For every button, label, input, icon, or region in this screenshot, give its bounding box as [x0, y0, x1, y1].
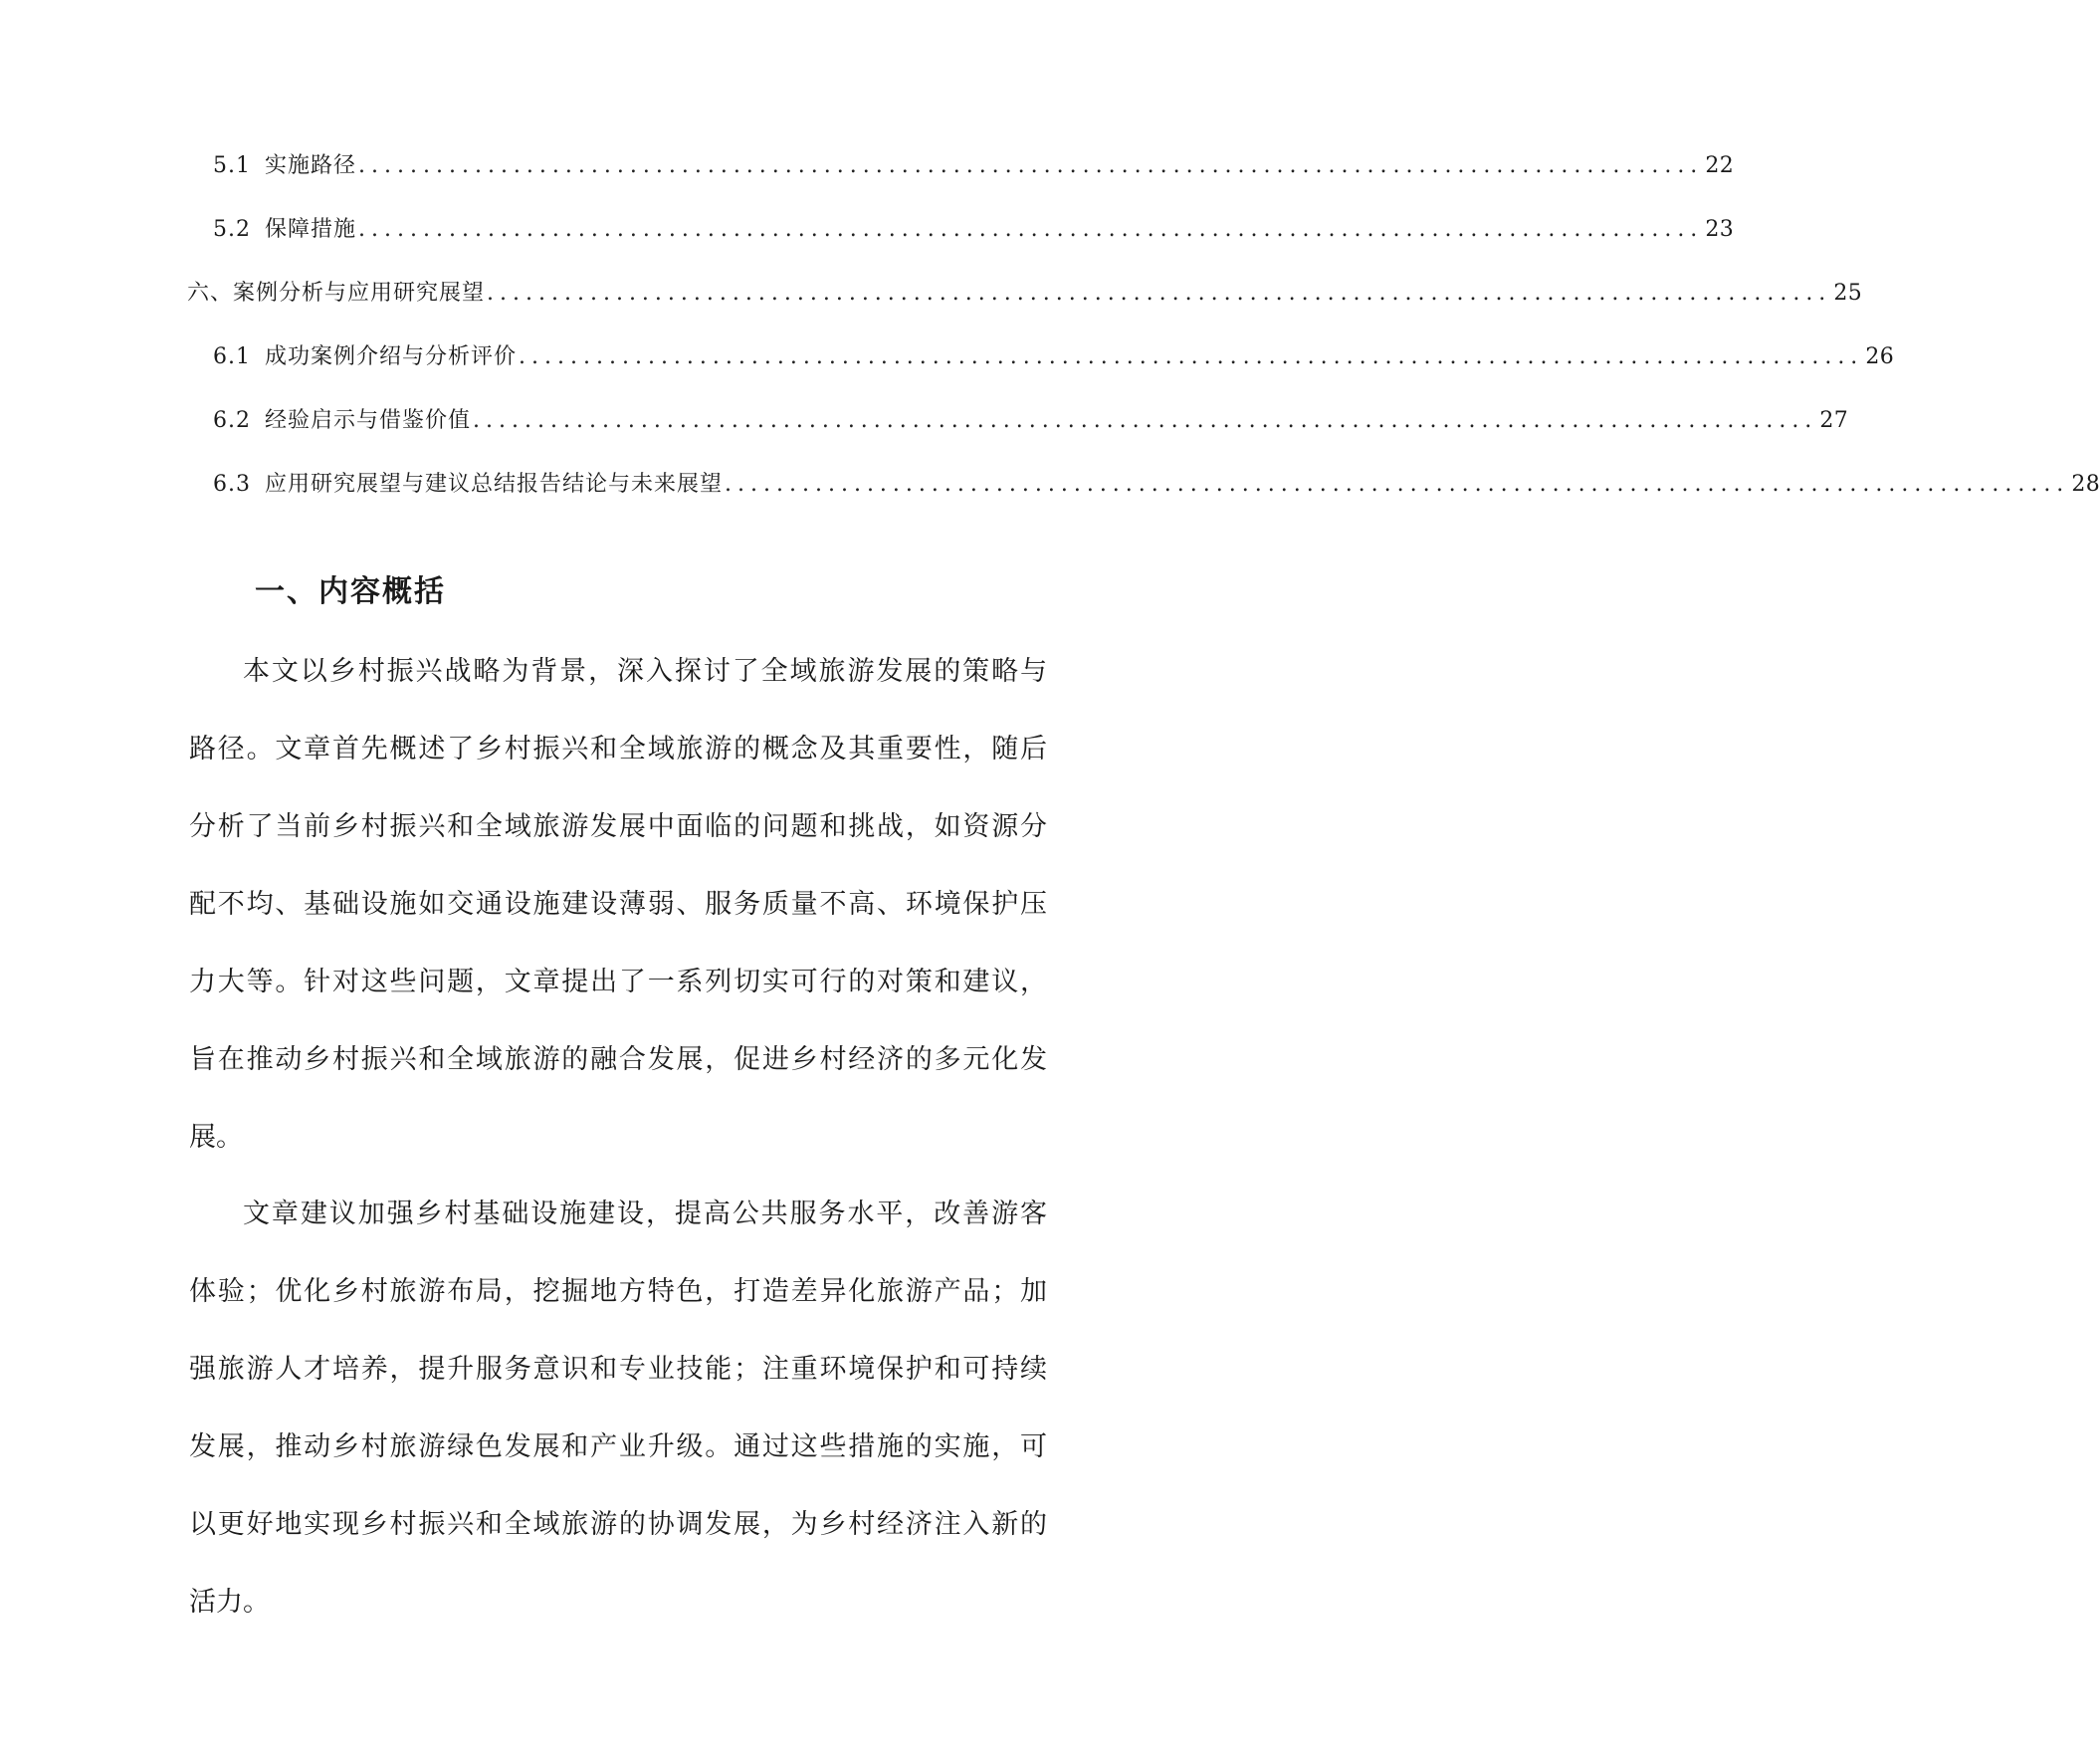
toc-entry-6-1[interactable]	[213, 337, 1895, 377]
toc-dot-leader: ........................................................................................................	[358, 217, 1704, 242]
paragraph-line: 活力。	[189, 1587, 270, 1618]
toc-entry-title: 六、案例分析与应用研究展望	[187, 281, 486, 306]
section-heading: 一、内容概括	[255, 574, 446, 609]
toc-entry-page: 26	[1865, 344, 1895, 369]
toc-entry-number: 5.2	[213, 217, 251, 242]
toc-entry-chapter-6[interactable]	[187, 274, 1863, 314]
toc-dot-leader: ........................................................................................................	[473, 408, 1818, 433]
paragraph-line: 旨在推动乡村振兴和全域旅游的融合发展，促进乡村经济的多元化发	[189, 1044, 1047, 1075]
toc-entry-title: 应用研究展望与建议总结报告结论与未来展望	[265, 472, 724, 497]
toc-dot-leader: ........................................................................................................	[519, 344, 1864, 369]
paragraph-line: 配不均、基础设施如交通设施建设薄弱、服务质量不高、环境保护压	[189, 889, 1047, 920]
toc-entry-title: 保障措施	[265, 217, 357, 242]
toc-entry-title: 经验启示与借鉴价值	[265, 408, 472, 433]
paragraph-line: 本文以乡村振兴战略为背景，深入探讨了全域旅游发展的策略与	[243, 656, 1047, 687]
toc-entry-page: 22	[1705, 153, 1735, 178]
paragraph-line: 力大等。针对这些问题，文章提出了一系列切实可行的对策和建议，	[189, 967, 1047, 997]
toc-entry-title: 实施路径	[265, 153, 357, 178]
toc-entry-number: 6.1	[213, 344, 251, 369]
toc-entry-page: 28	[2071, 472, 2100, 497]
paragraph-line: 强旅游人才培养，提升服务意识和专业技能；注重环境保护和可持续	[189, 1354, 1047, 1385]
paragraph-line: 展。	[189, 1122, 243, 1153]
paragraph-line: 以更好地实现乡村振兴和全域旅游的协调发展，为乡村经济注入新的	[189, 1509, 1047, 1540]
toc-entry-title: 成功案例介绍与分析评价	[265, 344, 518, 369]
paragraph-line: 发展，推动乡村旅游绿色发展和产业升级。通过这些措施的实施，可	[189, 1431, 1047, 1462]
toc-entry-6-2[interactable]	[213, 401, 1849, 441]
toc-entry-page: 23	[1705, 217, 1735, 242]
toc-entry-page: 25	[1833, 281, 1863, 306]
toc-entry-5-1[interactable]	[213, 146, 1735, 186]
toc-entry-number: 6.3	[213, 472, 251, 497]
toc-entry-6-3[interactable]	[213, 465, 2100, 505]
toc-dot-leader: ........................................................................................................	[358, 153, 1704, 178]
toc-dot-leader: ........................................................................................................	[487, 281, 1832, 306]
toc-entry-number: 5.1	[213, 153, 251, 178]
toc-entry-number: 6.2	[213, 408, 251, 433]
toc-entry-5-2[interactable]	[213, 210, 1735, 250]
paragraph-line: 分析了当前乡村振兴和全域旅游发展中面临的问题和挑战，如资源分	[189, 811, 1047, 842]
toc-dot-leader: ........................................................................................................	[725, 472, 2070, 497]
paragraph-line: 路径。文章首先概述了乡村振兴和全域旅游的概念及其重要性，随后	[189, 734, 1047, 764]
paragraph-line: 体验；优化乡村旅游布局，挖掘地方特色，打造差异化旅游产品；加	[189, 1276, 1047, 1307]
toc-entry-page: 27	[1819, 408, 1849, 433]
paragraph-line: 文章建议加强乡村基础设施建设，提高公共服务水平，改善游客	[243, 1199, 1047, 1229]
